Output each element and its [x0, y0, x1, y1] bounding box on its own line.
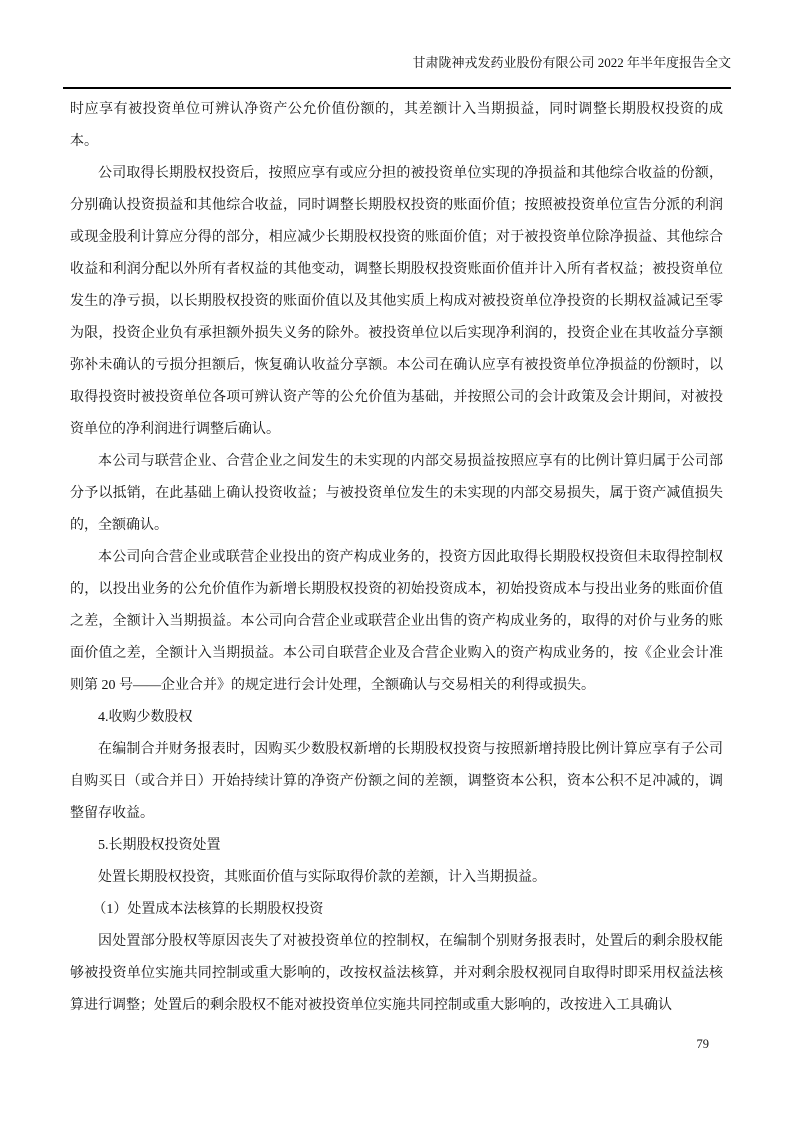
paragraph: 本公司与联营企业、合营企业之间发生的未实现的内部交易损益按照应享有的比例计算归属于公司部分予以抵销，在此基础上确认投资收益；与被投资单位发生的未实现的内部交易损失，属于资产减值损失的，全额确认。 [70, 454, 723, 533]
page-header [63, 53, 731, 89]
paragraph: 公司取得长期股权投资后，按照应享有或应分担的被投资单位实现的净损益和其他综合收益的份额，分别确认投资损益和其他综合收益，同时调整长期股权投资的账面价值；按照被投资单位宣告分派的利润或现金股利计算应分得的部分，相应减少长期股权投资的账面价值；对于被投资单位除净损益、其他综合收益和利润分配以外所有者权益的其他变动，调整长期股权投资账面价值并计入所有者权益；被投资单位发生的净亏损，以长期股权投资的账面价值以及其他实质上构成对被投资单位净投资的长期权益减记至零为限，投资企业负有承担额外损失义务的除外。被投资单位以后实现净利润的，投资企业在其收益分享额弥补未确认的亏损分担额后，恢复确认收益分享额。本公司在确认应享有被投资单位净损益的份额时，以取得投资时被投资单位各项可辨认资产等的公允价值为基础，并按照公司的会计政策及会计期间，对被投资单位的净利润进行调整后确认。 [70, 166, 723, 437]
paragraph: 因处置部分股权等原因丧失了对被投资单位的控制权，在编制个别财务报表时，处置后的剩余股权能够被投资单位实施共同控制或重大影响的，改按权益法核算，并对剩余股权视同自取得时即采用权益法核算进行调整；处置后的剩余股权不能对被投资单位实施共同控制或重大影响的，改按进入工具确认 [70, 934, 723, 1013]
header-title: 甘肃陇神戎发药业股份有限公司 2022 年半年度报告全文 [412, 55, 731, 70]
section-heading-4: 4.收购少数股权 [98, 710, 193, 725]
paragraph: 在编制合并财务报表时，因购买少数股权新增的长期股权投资与按照新增持股比例计算应享有子公司自购买日（或合并日）开始持续计算的净资产份额之间的差额，调整资本公积，资本公积不足冲减的，调整留存收益。 [70, 742, 723, 821]
sub-heading-1: （1）处置成本法核算的长期股权投资 [92, 902, 324, 917]
document-body [70, 94, 723, 1022]
section-heading-5: 5.长期股权投资处置 [98, 838, 221, 853]
paragraph-continuation: 时应享有被投资单位可辨认净资产公允价值份额的，其差额计入当期损益，同时调整长期股权投资的成本。 [70, 102, 723, 149]
paragraph: 本公司向合营企业或联营企业投出的资产构成业务的，投资方因此取得长期股权投资但未取得控制权的，以投出业务的公允价值作为新增长期股权投资的初始投资成本，初始投资成本与投出业务的账面价值之差，全额计入当期损益。本公司向合营企业或联营企业出售的资产构成业务的，取得的对价与业务的账面价值之差，全额计入当期损益。本公司自联营企业及合营企业购入的资产构成业务的，按《企业会计准则第 20 号——企业合并》的规定进行会计处理，全额确认与交易相关的利得或损失。 [70, 550, 723, 693]
page-number: 79 [696, 1037, 709, 1051]
paragraph: 处置长期股权投资，其账面价值与实际取得价款的差额，计入当期损益。 [98, 870, 546, 885]
